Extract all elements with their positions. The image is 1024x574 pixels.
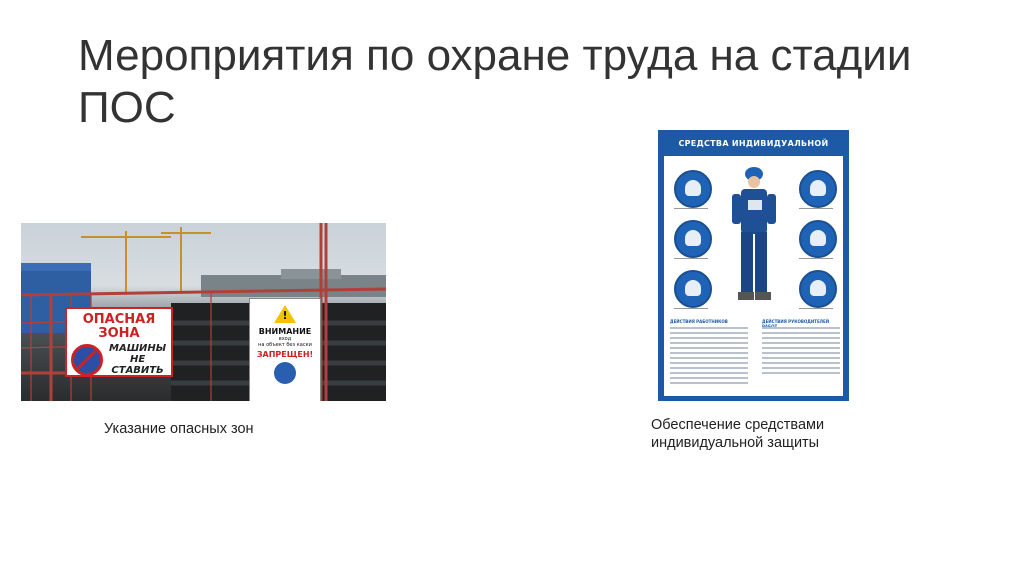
danger-zone-sign-line-2: ЗОНА [98,326,140,341]
goggles-caption-line [669,208,713,212]
coverall-icon [799,270,837,308]
no-parking-text-line-1: МАШИНЫ [109,343,167,354]
workers-actions-heading: ДЕЙСТВИЯ РАБОТНИКОВ [670,319,728,324]
no-parking-row [67,343,171,376]
ear-protection-icon [674,220,712,258]
attention-sign-line-4: ЗАПРЕЩЕН! [256,350,314,359]
gloves-icon [799,220,837,258]
no-parking-icon [71,344,103,376]
managers-actions-heading: ДЕЙСТВИЯ РУКОВОДИТЕЛЕЙ [762,319,830,324]
attention-sign-line-3: на объект без каски [258,342,312,348]
right-figure-caption [651,416,824,452]
safety-boots-icon [674,270,712,308]
hard-hat-icon [799,170,837,208]
no-parking-text [109,343,166,376]
ppe-poster-body [664,156,843,396]
slide-title-line-1: Мероприятия по охране труда на стадии [78,31,912,80]
ppe-poster-title: СРЕДСТВА ИНДИВИДУАЛЬНОЙ [678,139,829,148]
right-figure-caption-line-1: Обеспечение средствами [651,417,825,433]
coverall-caption-line [794,308,838,312]
gloves-caption-line [794,258,838,262]
hard-hat-caption-line [794,208,838,212]
slide-title [78,30,958,134]
goggles-icon [674,170,712,208]
no-parking-text-line-3: СТАВИТЬ [111,365,164,376]
ppe-poster [658,130,849,401]
helmet-icon [274,362,296,384]
danger-zone-sign [65,307,173,377]
hazard-zone-photo [21,223,386,401]
left-figure-caption: Указание опасных зон [104,421,254,437]
attention-helmet-sign [249,298,321,401]
right-figure-caption-line-2: индивидуальной защиты [651,435,820,451]
worker-in-ppe-figure [724,166,784,311]
warning-exclamation: ! [282,309,288,322]
safety-boots-caption-line [669,308,713,312]
ear-protection-caption-line [669,258,713,262]
managers-actions-text [762,327,840,389]
workers-actions-text [670,327,748,389]
attention-sign-line-2: вход [278,336,292,342]
danger-zone-sign-line-1: ОПАСНАЯ [82,312,156,327]
attention-sign-line-1: ВНИМАНИЕ [258,327,312,336]
no-parking-text-line-2: НЕ [129,354,146,365]
slide-title-line-2: ПОС [78,83,176,132]
